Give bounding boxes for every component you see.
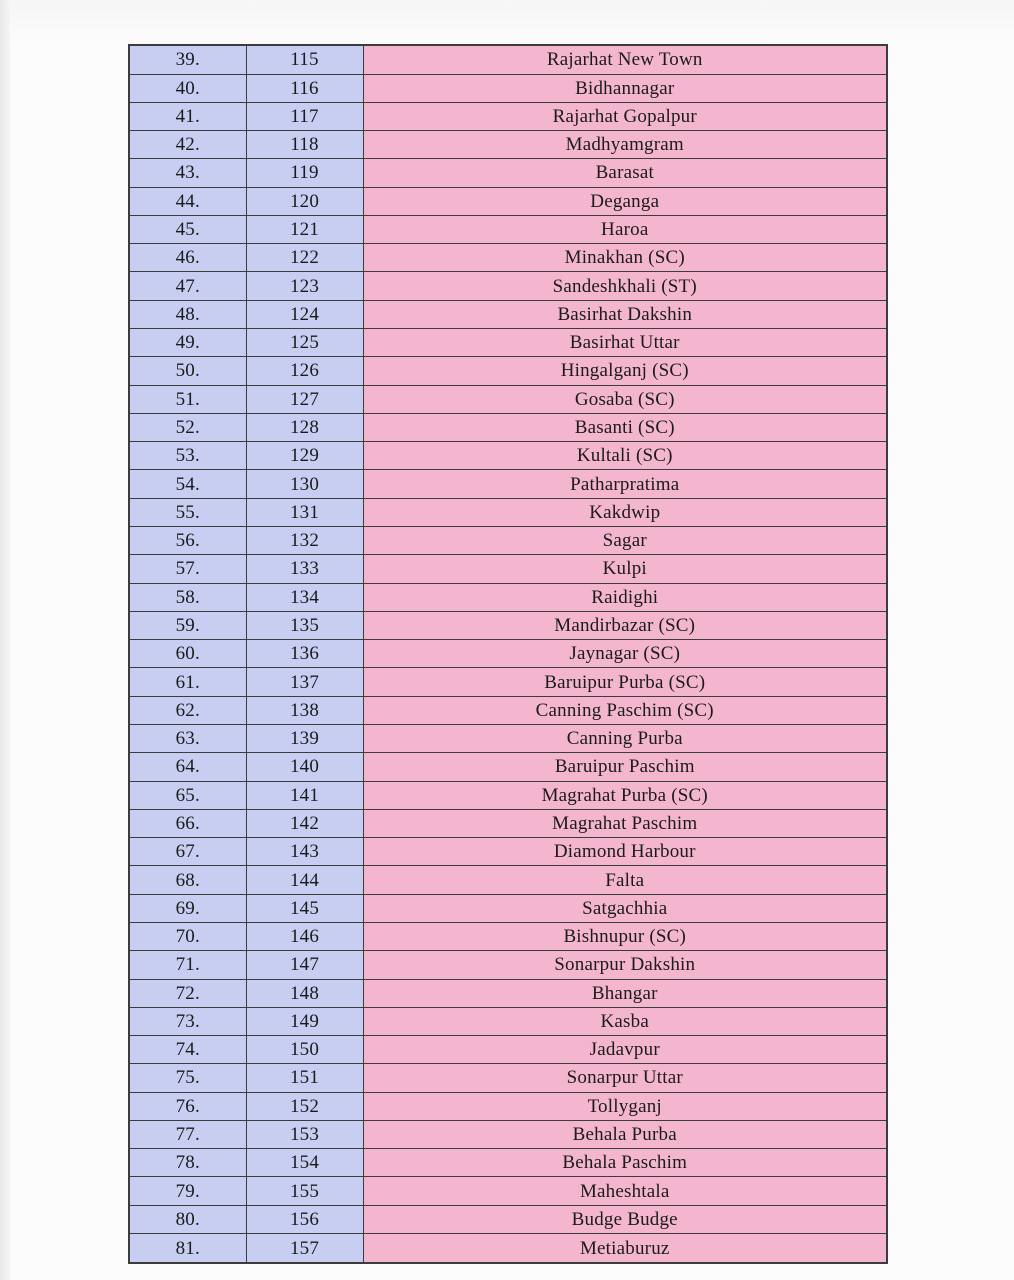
table-row — [129, 922, 887, 950]
constituency-name-cell: Sonarpur Uttar — [363, 1064, 887, 1092]
constituency-name-cell: Tollyganj — [363, 1092, 887, 1120]
serial-number-cell: 53. — [129, 442, 246, 470]
constituency-number-cell: 154 — [246, 1149, 363, 1177]
table-row — [129, 1120, 887, 1148]
constituency-number-cell: 156 — [246, 1205, 363, 1233]
constituency-number-cell: 148 — [246, 979, 363, 1007]
page-edge-shadow — [0, 0, 10, 1280]
table-row — [129, 611, 887, 639]
constituency-number-cell: 153 — [246, 1120, 363, 1148]
constituency-name-cell: Barasat — [363, 159, 887, 187]
constituency-name-cell: Kulpi — [363, 555, 887, 583]
table-row — [129, 527, 887, 555]
constituency-name-cell: Mandirbazar (SC) — [363, 611, 887, 639]
constituency-name-cell: Satgachhia — [363, 894, 887, 922]
constituency-name-cell: Basanti (SC) — [363, 413, 887, 441]
constituency-number-cell: 124 — [246, 300, 363, 328]
constituency-name-cell: Maheshtala — [363, 1177, 887, 1205]
table-row — [129, 866, 887, 894]
table-row — [129, 696, 887, 724]
constituency-number-cell: 139 — [246, 724, 363, 752]
serial-number-cell: 63. — [129, 724, 246, 752]
table-row — [129, 1092, 887, 1120]
serial-number-cell: 79. — [129, 1177, 246, 1205]
constituency-name-cell: Budge Budge — [363, 1205, 887, 1233]
serial-number-cell: 44. — [129, 187, 246, 215]
table-row — [129, 45, 887, 74]
serial-number-cell: 49. — [129, 329, 246, 357]
serial-number-cell: 66. — [129, 809, 246, 837]
constituency-name-cell: Gosaba (SC) — [363, 385, 887, 413]
serial-number-cell: 67. — [129, 838, 246, 866]
constituency-number-cell: 120 — [246, 187, 363, 215]
constituency-number-cell: 125 — [246, 329, 363, 357]
constituency-number-cell: 129 — [246, 442, 363, 470]
constituency-number-cell: 126 — [246, 357, 363, 385]
serial-number-cell: 78. — [129, 1149, 246, 1177]
constituency-name-cell: Diamond Harbour — [363, 838, 887, 866]
table-row — [129, 724, 887, 752]
table-row — [129, 555, 887, 583]
constituency-number-cell: 150 — [246, 1036, 363, 1064]
constituency-name-cell: Metiaburuz — [363, 1234, 887, 1263]
table-row — [129, 1149, 887, 1177]
constituency-number-cell: 123 — [246, 272, 363, 300]
table-row — [129, 102, 887, 130]
constituency-name-cell: Kakdwip — [363, 498, 887, 526]
table-row — [129, 159, 887, 187]
constituency-number-cell: 142 — [246, 809, 363, 837]
constituency-number-cell: 141 — [246, 781, 363, 809]
serial-number-cell: 68. — [129, 866, 246, 894]
constituency-number-cell: 145 — [246, 894, 363, 922]
serial-number-cell: 69. — [129, 894, 246, 922]
constituency-name-cell: Magrahat Purba (SC) — [363, 781, 887, 809]
serial-number-cell: 46. — [129, 244, 246, 272]
constituency-number-cell: 155 — [246, 1177, 363, 1205]
constituency-number-cell: 143 — [246, 838, 363, 866]
table-row — [129, 640, 887, 668]
serial-number-cell: 71. — [129, 951, 246, 979]
serial-number-cell: 41. — [129, 102, 246, 130]
constituency-name-cell: Rajarhat Gopalpur — [363, 102, 887, 130]
constituency-name-cell: Magrahat Paschim — [363, 809, 887, 837]
table-row — [129, 498, 887, 526]
constituency-number-cell: 151 — [246, 1064, 363, 1092]
table-row — [129, 1234, 887, 1263]
serial-number-cell: 60. — [129, 640, 246, 668]
table-row — [129, 74, 887, 102]
table-row — [129, 583, 887, 611]
serial-number-cell: 74. — [129, 1036, 246, 1064]
serial-number-cell: 57. — [129, 555, 246, 583]
constituency-number-cell: 138 — [246, 696, 363, 724]
table-row — [129, 1177, 887, 1205]
constituency-number-cell: 147 — [246, 951, 363, 979]
constituency-number-cell: 127 — [246, 385, 363, 413]
constituency-name-cell: Behala Purba — [363, 1120, 887, 1148]
serial-number-cell: 76. — [129, 1092, 246, 1120]
serial-number-cell: 58. — [129, 583, 246, 611]
table-row — [129, 668, 887, 696]
constituency-name-cell: Jaynagar (SC) — [363, 640, 887, 668]
table-row — [129, 131, 887, 159]
constituency-name-cell: Basirhat Uttar — [363, 329, 887, 357]
table-row — [129, 1036, 887, 1064]
table-row — [129, 244, 887, 272]
serial-number-cell: 65. — [129, 781, 246, 809]
constituency-name-cell: Patharpratima — [363, 470, 887, 498]
table-row — [129, 979, 887, 1007]
serial-number-cell: 50. — [129, 357, 246, 385]
serial-number-cell: 72. — [129, 979, 246, 1007]
serial-number-cell: 56. — [129, 527, 246, 555]
constituency-number-cell: 122 — [246, 244, 363, 272]
table-row — [129, 753, 887, 781]
serial-number-cell: 52. — [129, 413, 246, 441]
table-row — [129, 300, 887, 328]
constituency-number-cell: 134 — [246, 583, 363, 611]
serial-number-cell: 45. — [129, 215, 246, 243]
constituency-name-cell: Kasba — [363, 1007, 887, 1035]
serial-number-cell: 40. — [129, 74, 246, 102]
constituency-number-cell: 116 — [246, 74, 363, 102]
serial-number-cell: 42. — [129, 131, 246, 159]
constituency-name-cell: Baruipur Paschim — [363, 753, 887, 781]
serial-number-cell: 80. — [129, 1205, 246, 1233]
constituency-table-body — [129, 45, 887, 1263]
serial-number-cell: 64. — [129, 753, 246, 781]
table-row — [129, 1205, 887, 1233]
serial-number-cell: 75. — [129, 1064, 246, 1092]
serial-number-cell: 73. — [129, 1007, 246, 1035]
constituency-number-cell: 132 — [246, 527, 363, 555]
table-row — [129, 357, 887, 385]
serial-number-cell: 51. — [129, 385, 246, 413]
serial-number-cell: 77. — [129, 1120, 246, 1148]
serial-number-cell: 54. — [129, 470, 246, 498]
constituency-name-cell: Raidighi — [363, 583, 887, 611]
serial-number-cell: 59. — [129, 611, 246, 639]
constituency-number-cell: 121 — [246, 215, 363, 243]
table-row — [129, 442, 887, 470]
serial-number-cell: 62. — [129, 696, 246, 724]
constituency-number-cell: 146 — [246, 922, 363, 950]
table-row — [129, 1007, 887, 1035]
constituency-name-cell: Kultali (SC) — [363, 442, 887, 470]
constituency-number-cell: 130 — [246, 470, 363, 498]
table-row — [129, 1064, 887, 1092]
constituency-name-cell: Sandeshkhali (ST) — [363, 272, 887, 300]
constituency-number-cell: 119 — [246, 159, 363, 187]
constituency-number-cell: 118 — [246, 131, 363, 159]
constituency-name-cell: Deganga — [363, 187, 887, 215]
constituency-number-cell: 136 — [246, 640, 363, 668]
constituency-name-cell: Baruipur Purba (SC) — [363, 668, 887, 696]
constituency-name-cell: Basirhat Dakshin — [363, 300, 887, 328]
table-row — [129, 329, 887, 357]
serial-number-cell: 55. — [129, 498, 246, 526]
serial-number-cell: 61. — [129, 668, 246, 696]
constituency-name-cell: Bidhannagar — [363, 74, 887, 102]
table-row — [129, 951, 887, 979]
table-row — [129, 413, 887, 441]
constituency-number-cell: 140 — [246, 753, 363, 781]
constituency-name-cell: Behala Paschim — [363, 1149, 887, 1177]
constituency-name-cell: Canning Purba — [363, 724, 887, 752]
constituency-number-cell: 131 — [246, 498, 363, 526]
serial-number-cell: 81. — [129, 1234, 246, 1263]
table-row — [129, 781, 887, 809]
constituency-number-cell: 133 — [246, 555, 363, 583]
constituency-name-cell: Minakhan (SC) — [363, 244, 887, 272]
constituency-name-cell: Rajarhat New Town — [363, 45, 887, 74]
table-row — [129, 187, 887, 215]
serial-number-cell: 48. — [129, 300, 246, 328]
table-row — [129, 470, 887, 498]
serial-number-cell: 43. — [129, 159, 246, 187]
constituency-number-cell: 152 — [246, 1092, 363, 1120]
table-row — [129, 272, 887, 300]
constituency-name-cell: Bhangar — [363, 979, 887, 1007]
constituency-name-cell: Bishnupur (SC) — [363, 922, 887, 950]
constituency-name-cell: Sonarpur Dakshin — [363, 951, 887, 979]
table-row — [129, 215, 887, 243]
constituency-number-cell: 115 — [246, 45, 363, 74]
constituency-number-cell: 135 — [246, 611, 363, 639]
constituency-name-cell: Haroa — [363, 215, 887, 243]
constituency-number-cell: 144 — [246, 866, 363, 894]
constituency-name-cell: Madhyamgram — [363, 131, 887, 159]
table-row — [129, 385, 887, 413]
constituency-name-cell: Sagar — [363, 527, 887, 555]
constituency-name-cell: Hingalganj (SC) — [363, 357, 887, 385]
table-row — [129, 809, 887, 837]
constituency-number-cell: 117 — [246, 102, 363, 130]
constituency-number-cell: 137 — [246, 668, 363, 696]
constituency-name-cell: Canning Paschim (SC) — [363, 696, 887, 724]
constituency-name-cell: Jadavpur — [363, 1036, 887, 1064]
constituency-table — [128, 44, 888, 1264]
constituency-number-cell: 149 — [246, 1007, 363, 1035]
constituency-name-cell: Falta — [363, 866, 887, 894]
constituency-number-cell: 128 — [246, 413, 363, 441]
serial-number-cell: 70. — [129, 922, 246, 950]
serial-number-cell: 47. — [129, 272, 246, 300]
table-row — [129, 894, 887, 922]
constituency-number-cell: 157 — [246, 1234, 363, 1263]
table-row — [129, 838, 887, 866]
serial-number-cell: 39. — [129, 45, 246, 74]
